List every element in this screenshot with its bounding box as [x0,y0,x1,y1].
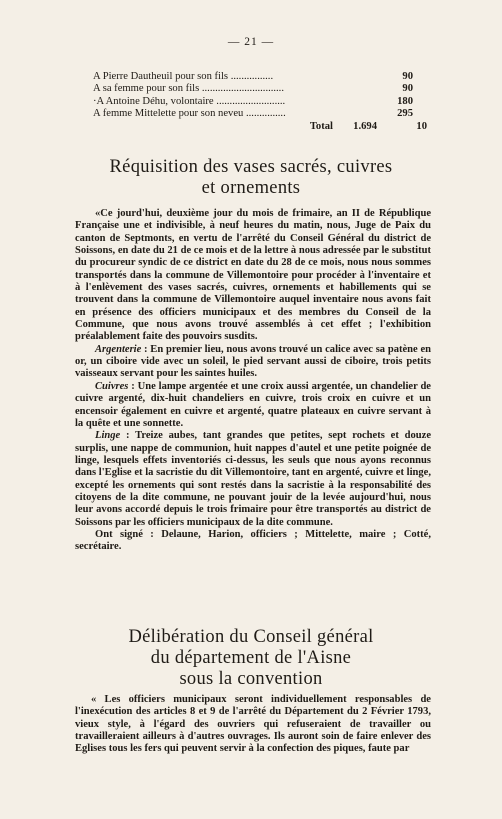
payment-ledger [93,71,427,133]
ledger-amount: 90 [402,83,413,95]
paragraph-lead: Cuivres [95,380,129,392]
deliberation-paragraph: « Les officiers municipaux seront individuellement responsables de l'inexécution des articles 8 et 9 de l'arrêté du Département du 2 Février 1793, vieux style, à l'égard des ouvriers qui refuseraient de travailler ou travailleraient ailleurs à d'autres ouvrages. Ils auront soin de faire enlever des Eglises tous les fers qui peuvent servir à la confection des piques, faute par [75,694,431,755]
ledger-label: A femme Mittelette pour son neveu ............... [93,108,286,120]
ledger-total-row [93,120,427,133]
page-number: — 21 — [227,36,275,48]
argenterie-paragraph [75,344,431,381]
ledger-amount: 295 [397,108,413,120]
section-title-line: et ornements [201,178,301,198]
paragraph-text: : Une lampe argentée et une croix aussi argentée, un chandelier de cuivre argenté, dix-huit chandeliers en cuivre, trois croix en cuivre et un encensoir également en cuivre et argenté, quatre plateaux en cuivre servant à la quête et une sonnette. [75,380,431,429]
paragraph-lead: Argenterie [95,343,142,355]
ledger-label: A sa femme pour son fils ............................... [93,83,284,95]
section-title-line: Réquisition des vases sacrés, cuivres [109,157,393,177]
ledger-label: A Pierre Dautheuil pour son fils ................ [93,71,274,82]
ledger-label: ·A Antoine Déhu, volontaire .......................... [93,95,286,107]
ledger-amount: 90 [402,71,413,82]
signatories-paragraph: Ont signé : Delaune, Harion, officiers ; Mittelette, maire ; Cotté, secrétaire. [75,528,431,553]
deliberation-body [75,694,431,756]
ledger-row [93,96,413,108]
ledger-row [93,108,413,120]
requisition-paragraph: «Ce jourd'hui, deuxième jour du mois de frimaire, an II de République Française une et indivisible, à neuf heures du matin, nous, Juge de Paix du canton de Septmonts, en vertu de l'arrêté du Conseil Général du district de Soissons, en date du 21 de ce mois et de la lettre à nous adressée par le substitut du procureur syndic de ce district en date du 28 de ce mois, nous nous sommes transportés dans la commune de Villemontoire pour procéder à l'inventaire et à l'enlèvement des vases sacrés, cuivres, ornements et habillements qui se trouvent dans la commune de Villemontoire auquel inventaire nous avons fait en présence des officiers municipaux et des membres du Conseil de la Commune, que nous avons trouvé assemblés à cet effet ; l'exhibition préalablement faite des pouvoirs susdits. [75,208,431,343]
ledger-total-amount: 1.694 [353,120,377,132]
paragraph-text: : En premier lieu, nous avons trouvé un calice avec sa patène en or, un ciboire vide avec un soleil, le pied servant aussi de ciboire, trois petits vaisseaux servant pour les saintes huiles. [75,343,431,380]
ledger-amount: 180 [397,95,413,107]
section-title-line: Délibération du Conseil général [128,627,374,647]
paragraph-lead: Linge [95,430,121,442]
section-title-line: sous la convention [179,669,323,689]
section-title-requisition [0,157,502,199]
ledger-row [93,71,413,83]
requisition-body [75,208,431,554]
section-title-deliberation [0,627,502,690]
section-title-line: du département de l'Aisne [150,648,352,668]
paragraph-text: : Treize aubes, tant grandes que petites, sept rochets et douze surplis, une nappe de communion, huit nappes d'autel et une petite poignée de linge, lesquels effets inventoriés ci-dessus, les seuls que nous ayons reconnus dans l'Eglise et la sacristie du dit Villemontoire, tant en argenté, cuivre et linge, excepté les ornements qui sont restés dans la sacristie à la responsabilité des citoyens de la dite commune, ne pouvant jouir de la levée aujourd'hui, nous leur avons accordé depuis le trois frimaire pour être transportés au district de Soissons par les officiers municipaux de la dite commune. [75,430,431,528]
ledger-row [93,83,413,95]
cuivres-paragraph [75,381,431,430]
ledger-total-label: Total [309,120,333,132]
linge-paragraph [75,430,431,529]
ledger-total-extra: 10 [416,120,427,132]
